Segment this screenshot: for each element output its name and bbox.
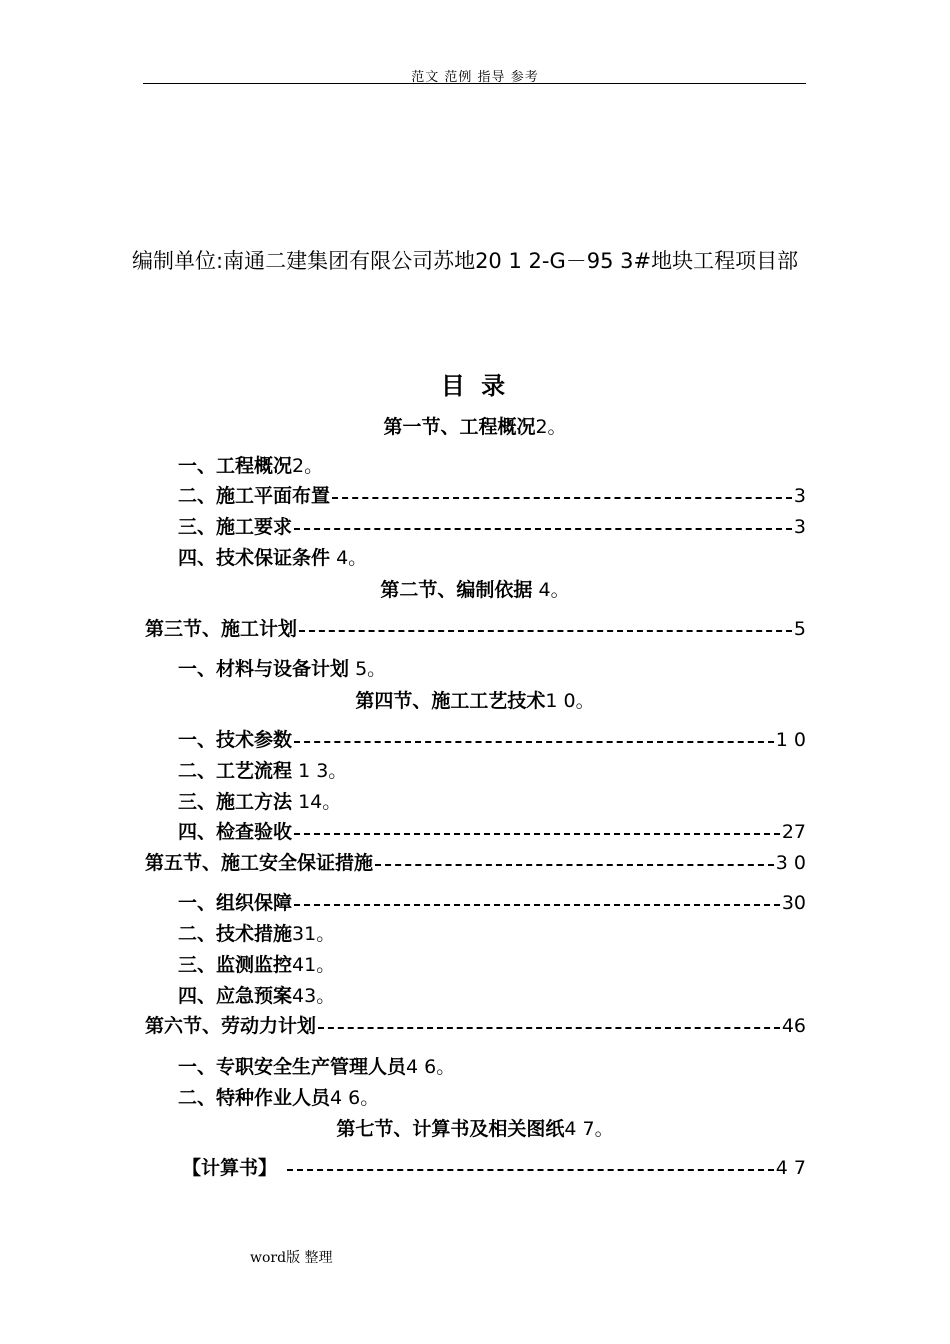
toc-entry-title: 二、特种作业人员 bbox=[178, 1087, 331, 1109]
toc-entry-page: 2。 bbox=[292, 455, 324, 477]
toc-entry-page: 14。 bbox=[298, 791, 342, 813]
toc-entry-title: 二、施工平面布置 bbox=[178, 485, 331, 507]
toc-entry-section-2 bbox=[0, 575, 950, 605]
toc-entry-page: 41。 bbox=[292, 954, 336, 976]
toc-entry-title: 一、材料与设备计划 bbox=[178, 658, 350, 680]
toc-entry-4-4 bbox=[178, 817, 806, 847]
dotted-leader bbox=[287, 1169, 774, 1171]
toc-entry-page: 1 3。 bbox=[298, 760, 348, 782]
toc-entry-title: 四、应急预案 bbox=[178, 985, 293, 1007]
toc-entry-page: 43。 bbox=[292, 985, 336, 1007]
toc-entry-5-1 bbox=[178, 888, 806, 918]
toc-entry-title: 第五节、施工安全保证措施 bbox=[145, 852, 374, 874]
dotted-leader bbox=[299, 630, 792, 632]
toc-entry-1-3 bbox=[178, 512, 806, 542]
toc-entry-title: 一、组织保障 bbox=[178, 892, 293, 914]
toc-entry-page: 2。 bbox=[535, 416, 567, 438]
dotted-leader bbox=[294, 904, 780, 906]
toc-entry-title: 第三节、施工计划 bbox=[145, 618, 298, 640]
toc-entry-page: 4。 bbox=[538, 579, 570, 601]
toc-entry-7-1 bbox=[182, 1153, 806, 1183]
toc-entry-title: 第六节、劳动力计划 bbox=[145, 1015, 317, 1037]
toc-entry-title: 一、技术参数 bbox=[178, 729, 293, 751]
toc-entry-4-2 bbox=[178, 756, 347, 786]
toc-entry-6-1 bbox=[178, 1052, 455, 1082]
toc-entry-title: 四、检查验收 bbox=[178, 821, 293, 843]
toc-entry-page: 3 bbox=[793, 516, 806, 538]
toc-entry-5-3 bbox=[178, 950, 335, 980]
toc-entry-page: 4 7 bbox=[775, 1157, 806, 1179]
toc-entry-4-1 bbox=[178, 725, 806, 755]
dotted-leader bbox=[294, 741, 774, 743]
toc-entry-title: 第四节、施工工艺技术 bbox=[355, 690, 546, 712]
toc-entry-page: 4 6。 bbox=[330, 1087, 380, 1109]
toc-entry-section-7 bbox=[0, 1114, 950, 1144]
toc-entry-title: 第一节、工程概况 bbox=[383, 416, 536, 438]
dotted-leader bbox=[375, 864, 774, 866]
toc-entry-title: 第二节、编制依据 bbox=[380, 579, 533, 601]
toc-entry-5-2 bbox=[178, 919, 335, 949]
toc-entry-page: 31。 bbox=[292, 923, 336, 945]
toc-entry-title: 三、施工方法 bbox=[178, 791, 293, 813]
toc-entry-title: 二、工艺流程 bbox=[178, 760, 293, 782]
toc-entry-page: 3 0 bbox=[775, 852, 806, 874]
toc-entry-page: 5。 bbox=[355, 658, 387, 680]
toc-entry-page: 46 bbox=[781, 1015, 806, 1037]
toc-entry-page: 30 bbox=[781, 892, 806, 914]
page-footer: word版 整理 bbox=[250, 1250, 333, 1266]
toc-entry-title: 三、监测监控 bbox=[178, 954, 293, 976]
compile-unit: 编制单位:南通二建集团有限公司苏地20 1 2-G－95 3#地块工程项目部 bbox=[132, 249, 799, 273]
toc-entry-1-4 bbox=[178, 543, 367, 573]
toc-title: 目 录 bbox=[440, 372, 510, 400]
toc-entry-section-3 bbox=[145, 614, 806, 644]
dotted-leader bbox=[318, 1027, 780, 1029]
toc-entry-title: 一、工程概况 bbox=[178, 455, 293, 477]
toc-entry-title: 四、技术保证条件 bbox=[178, 547, 331, 569]
page-header: 范文 范例 指导 参考 bbox=[411, 70, 539, 85]
toc-entry-section-1 bbox=[0, 412, 950, 442]
toc-entry-3-1 bbox=[178, 654, 386, 684]
toc-entry-1-2 bbox=[178, 481, 806, 511]
toc-entry-4-3 bbox=[178, 787, 341, 817]
toc-entry-5-4 bbox=[178, 981, 335, 1011]
toc-entry-page: 4 7。 bbox=[564, 1118, 614, 1140]
toc-entry-section-5 bbox=[145, 848, 806, 878]
toc-entry-title: 二、技术措施 bbox=[178, 923, 293, 945]
dotted-leader bbox=[294, 833, 780, 835]
toc-entry-1-1 bbox=[178, 451, 323, 481]
toc-entry-title: 一、专职安全生产管理人员 bbox=[178, 1056, 407, 1078]
toc-entry-section-6 bbox=[145, 1011, 806, 1041]
dotted-leader bbox=[294, 528, 792, 530]
toc-entry-page: 27 bbox=[781, 821, 806, 843]
toc-entry-page: 5 bbox=[793, 618, 806, 640]
toc-entry-page: 4 6。 bbox=[406, 1056, 456, 1078]
toc-entry-6-2 bbox=[178, 1083, 379, 1113]
toc-entry-title: 【计算书】 bbox=[182, 1157, 278, 1179]
toc-entry-page: 1 0。 bbox=[545, 690, 595, 712]
toc-entry-section-4 bbox=[0, 686, 950, 716]
toc-entry-page: 3 bbox=[793, 485, 806, 507]
toc-entry-title: 三、施工要求 bbox=[178, 516, 293, 538]
toc-entry-page: 1 0 bbox=[775, 729, 806, 751]
toc-entry-page: 4。 bbox=[336, 547, 368, 569]
toc-entry-title: 第七节、计算书及相关图纸 bbox=[336, 1118, 565, 1140]
header-rule bbox=[143, 83, 806, 84]
dotted-leader bbox=[332, 497, 792, 499]
